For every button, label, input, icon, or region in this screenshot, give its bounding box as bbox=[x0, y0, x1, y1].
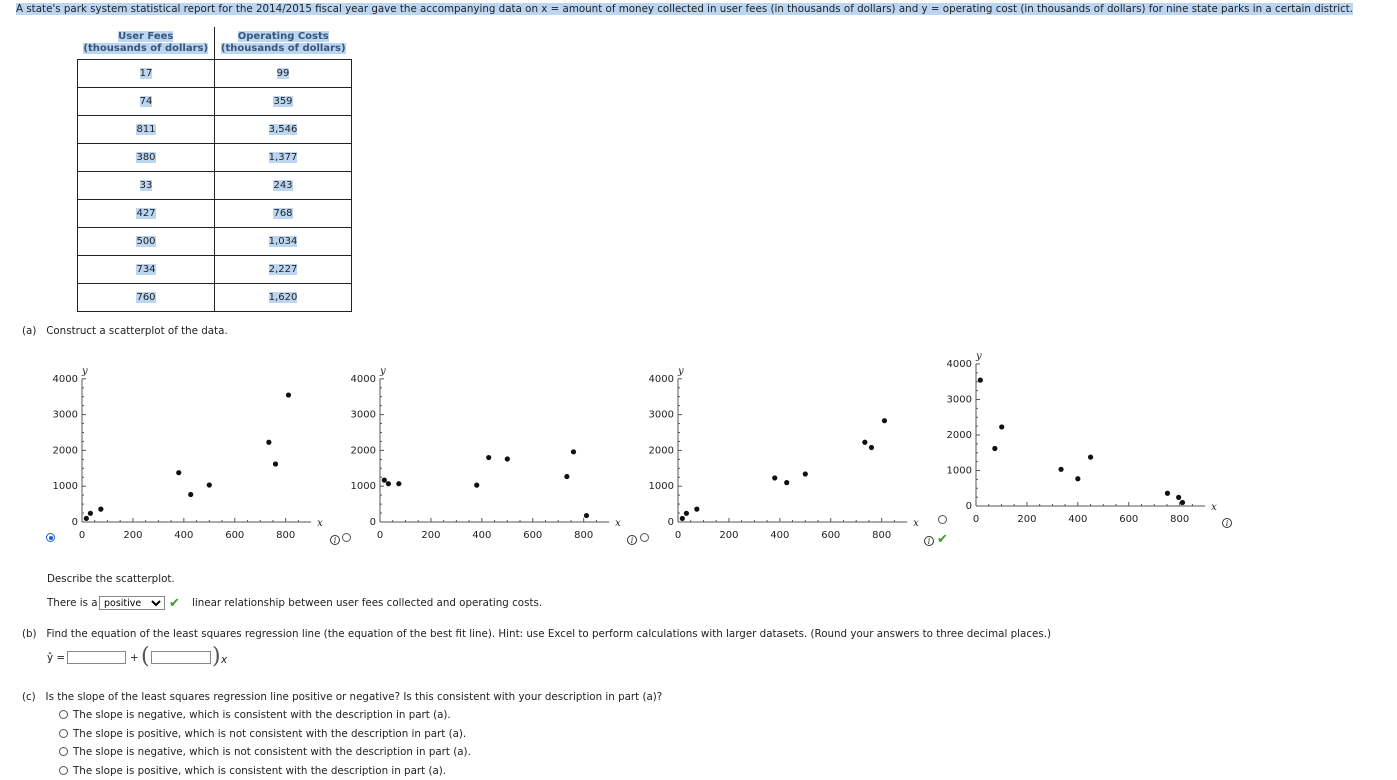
plot3-y-tick-label: 3000 bbox=[648, 409, 674, 421]
plot1-x-tick-label: 200 bbox=[123, 530, 143, 541]
plot1-x-tick-label: 400 bbox=[174, 530, 194, 541]
plot1-point bbox=[176, 470, 181, 475]
plot2-x-tick-label: 800 bbox=[574, 530, 594, 541]
plot1-y-tick-label: 1000 bbox=[52, 481, 78, 493]
plot1-point bbox=[273, 461, 278, 466]
plot4-x-tick-label: 200 bbox=[1017, 514, 1037, 525]
plot3-x-tick-label: 200 bbox=[719, 530, 739, 541]
cell-user-fees: 811 bbox=[78, 116, 215, 144]
cell-user-fees: 760 bbox=[78, 284, 215, 312]
plot1-x-tick-label: 600 bbox=[225, 530, 245, 541]
plot4-point bbox=[978, 378, 983, 383]
plot4-x-tick-label: 800 bbox=[1170, 514, 1190, 525]
plot2-point bbox=[386, 481, 391, 486]
plot1-y-tick-label: 3000 bbox=[52, 409, 78, 421]
plot3-y-axis-label: y bbox=[678, 365, 684, 377]
plot4-point bbox=[1058, 467, 1063, 472]
radio[interactable] bbox=[59, 710, 68, 719]
plot3-point bbox=[680, 516, 685, 521]
cell-user-fees: 17 bbox=[78, 60, 215, 88]
plot1-point bbox=[286, 392, 291, 397]
plot4-point bbox=[999, 424, 1004, 429]
correct-check-icon: ✔ bbox=[169, 596, 180, 611]
plot4-point bbox=[992, 446, 997, 451]
info-icon[interactable]: i bbox=[330, 535, 340, 545]
radio[interactable] bbox=[59, 766, 68, 775]
plot1-y-tick-label: 0 bbox=[71, 517, 78, 528]
slope-input[interactable] bbox=[151, 651, 211, 664]
relationship-dropdown[interactable] bbox=[99, 596, 165, 610]
slope-option-1[interactable]: The slope is negative, which is consistent with the description in part (a). bbox=[59, 709, 451, 721]
plot2-y-tick-label: 1000 bbox=[350, 481, 376, 493]
plot3-point bbox=[694, 507, 699, 512]
info-icon[interactable]: i bbox=[1222, 518, 1232, 528]
info-icon[interactable]: i bbox=[627, 535, 637, 545]
cell-user-fees: 734 bbox=[78, 256, 215, 284]
cell-user-fees: 74 bbox=[78, 88, 215, 116]
plot4-point bbox=[1075, 476, 1080, 481]
plot4-point bbox=[1088, 455, 1093, 460]
plot-option-2-radio[interactable] bbox=[342, 533, 351, 542]
plot1-y-tick-label: 4000 bbox=[52, 373, 78, 385]
part-a-label: (a) Construct a scatterplot of the data. bbox=[22, 325, 228, 337]
sentence-before: There is a bbox=[47, 597, 98, 609]
plot2-y-tick-label: 0 bbox=[369, 517, 376, 528]
cell-operating-costs: 1,377 bbox=[215, 144, 352, 172]
x-variable: x bbox=[221, 654, 228, 666]
plot2-point bbox=[564, 474, 569, 479]
part-b-prompt: (b) Find the equation of the least squares regression line (the equation of the best fit line). Hint: use Excel to perform calculations with larger datasets. (Round your answers to three decimal places.) bbox=[22, 628, 1051, 640]
plot3-x-tick-label: 800 bbox=[872, 530, 892, 541]
plot3-x-tick-label: 600 bbox=[821, 530, 841, 541]
plot3-point bbox=[784, 480, 789, 485]
plot4-x-tick-label: 400 bbox=[1068, 514, 1088, 525]
plot1-point bbox=[266, 440, 271, 445]
slope-option-2[interactable]: The slope is positive, which is not consistent with the description in part (a). bbox=[59, 728, 466, 740]
plot3-point bbox=[882, 418, 887, 423]
plot3-x-axis-label: x bbox=[913, 518, 919, 529]
problem-intro: A state's park system statistical report for the 2014/2015 fiscal year gave the accompanying data on x = amount of money collected in user fees (in thousands of dollars) and y = operating cost (in thousands of dollars) for nine state parks in a certain district. bbox=[16, 3, 1354, 15]
plot2-y-tick-label: 2000 bbox=[350, 445, 376, 457]
plot2-y-tick-label: 3000 bbox=[350, 409, 376, 421]
plot4-point bbox=[1165, 491, 1170, 496]
plot4-y-tick-label: 0 bbox=[965, 501, 972, 512]
part-c-prompt: (c) Is the slope of the least squares regression line positive or negative? Is this consistent with your description in part (a)? bbox=[22, 691, 663, 703]
plot2-x-tick-label: 0 bbox=[376, 530, 384, 541]
plus-sign: + bbox=[130, 652, 139, 664]
intercept-input[interactable] bbox=[67, 651, 126, 664]
radio[interactable] bbox=[59, 747, 68, 756]
plot3-point bbox=[862, 440, 867, 445]
radio[interactable] bbox=[59, 729, 68, 738]
plot4-y-tick-label: 4000 bbox=[946, 359, 972, 370]
plot2-point bbox=[505, 456, 510, 461]
plot2-point bbox=[584, 513, 589, 518]
plot3-x-tick-label: 0 bbox=[674, 530, 682, 541]
cell-user-fees: 500 bbox=[78, 228, 215, 256]
plot2-point bbox=[474, 483, 479, 488]
plot2-point bbox=[382, 478, 387, 483]
plot4-x-tick-label: 600 bbox=[1119, 514, 1139, 525]
plot-option-3-radio[interactable] bbox=[640, 533, 649, 542]
plot3-point bbox=[684, 511, 689, 516]
plot2-x-axis-label: x bbox=[615, 518, 621, 529]
plot3-point bbox=[869, 445, 874, 450]
plot2-y-axis-label: y bbox=[380, 365, 386, 377]
describe-prompt: Describe the scatterplot. bbox=[47, 573, 175, 585]
plot1-point bbox=[207, 482, 212, 487]
plot-option-4-radio[interactable] bbox=[938, 515, 947, 524]
plot1-x-tick-label: 0 bbox=[78, 530, 86, 541]
plot2-point bbox=[486, 455, 491, 460]
plot3-x-tick-label: 400 bbox=[770, 530, 790, 541]
cell-user-fees: 33 bbox=[78, 172, 215, 200]
correct-check-icon: ✔ bbox=[937, 532, 948, 547]
plot2-x-tick-label: 400 bbox=[472, 530, 492, 541]
plot4-x-tick-label: 0 bbox=[972, 514, 980, 525]
slope-option-3[interactable]: The slope is negative, which is not consistent with the description in part (a). bbox=[59, 746, 471, 758]
plot-option-1-radio[interactable] bbox=[46, 533, 55, 542]
plot3-y-tick-label: 2000 bbox=[648, 445, 674, 457]
cell-operating-costs: 3,546 bbox=[215, 116, 352, 144]
plot4-point bbox=[1180, 500, 1185, 505]
plot3-y-tick-label: 0 bbox=[667, 517, 674, 528]
plot2-x-tick-label: 200 bbox=[421, 530, 441, 541]
plot4-y-tick-label: 1000 bbox=[946, 465, 972, 477]
plot1-point bbox=[188, 492, 193, 497]
plot4-y-axis-label: y bbox=[976, 351, 982, 362]
cell-operating-costs: 2,227 bbox=[215, 256, 352, 284]
col-header-operating-costs: Operating Costs (thousands of dollars) bbox=[215, 27, 352, 60]
plot1-y-tick-label: 2000 bbox=[52, 445, 78, 457]
plot1-point bbox=[98, 507, 103, 512]
plot2-point bbox=[571, 449, 576, 454]
plot1-x-tick-label: 800 bbox=[276, 530, 296, 541]
plot4-y-tick-label: 3000 bbox=[946, 394, 972, 406]
slope-option-4[interactable]: The slope is positive, which is consistent with the description in part (a). bbox=[59, 765, 446, 777]
plot1-point bbox=[84, 516, 89, 521]
cell-operating-costs: 243 bbox=[215, 172, 352, 200]
plot1-point bbox=[88, 511, 93, 516]
yhat-label: ŷ = bbox=[47, 652, 65, 664]
col-header-user-fees: User Fees (thousands of dollars) bbox=[78, 27, 215, 60]
plot3-y-tick-label: 4000 bbox=[648, 373, 674, 385]
cell-operating-costs: 99 bbox=[215, 60, 352, 88]
plot3-y-tick-label: 1000 bbox=[648, 481, 674, 493]
plot1-x-axis-label: x bbox=[317, 518, 323, 529]
plot2-point bbox=[396, 481, 401, 486]
plot2-x-tick-label: 600 bbox=[523, 530, 543, 541]
close-paren: ) bbox=[212, 644, 221, 669]
plot4-point bbox=[1176, 495, 1181, 500]
plot2-y-tick-label: 4000 bbox=[350, 373, 376, 385]
plot1-y-axis-label: y bbox=[82, 365, 88, 377]
plot4-x-axis-label: x bbox=[1211, 502, 1217, 513]
cell-operating-costs: 1,034 bbox=[215, 228, 352, 256]
cell-operating-costs: 768 bbox=[215, 200, 352, 228]
sentence-after: linear relationship between user fees collected and operating costs. bbox=[192, 597, 543, 609]
cell-operating-costs: 1,620 bbox=[215, 284, 352, 312]
plot4-y-tick-label: 2000 bbox=[946, 430, 972, 441]
part-a-prompt: Construct a scatterplot of the data. bbox=[46, 325, 228, 337]
cell-operating-costs: 359 bbox=[215, 88, 352, 116]
info-icon[interactable]: i bbox=[924, 536, 934, 546]
cell-user-fees: 427 bbox=[78, 200, 215, 228]
cell-user-fees: 380 bbox=[78, 144, 215, 172]
open-paren: ( bbox=[141, 644, 150, 669]
plot3-point bbox=[772, 475, 777, 480]
plot3-point bbox=[803, 471, 808, 476]
